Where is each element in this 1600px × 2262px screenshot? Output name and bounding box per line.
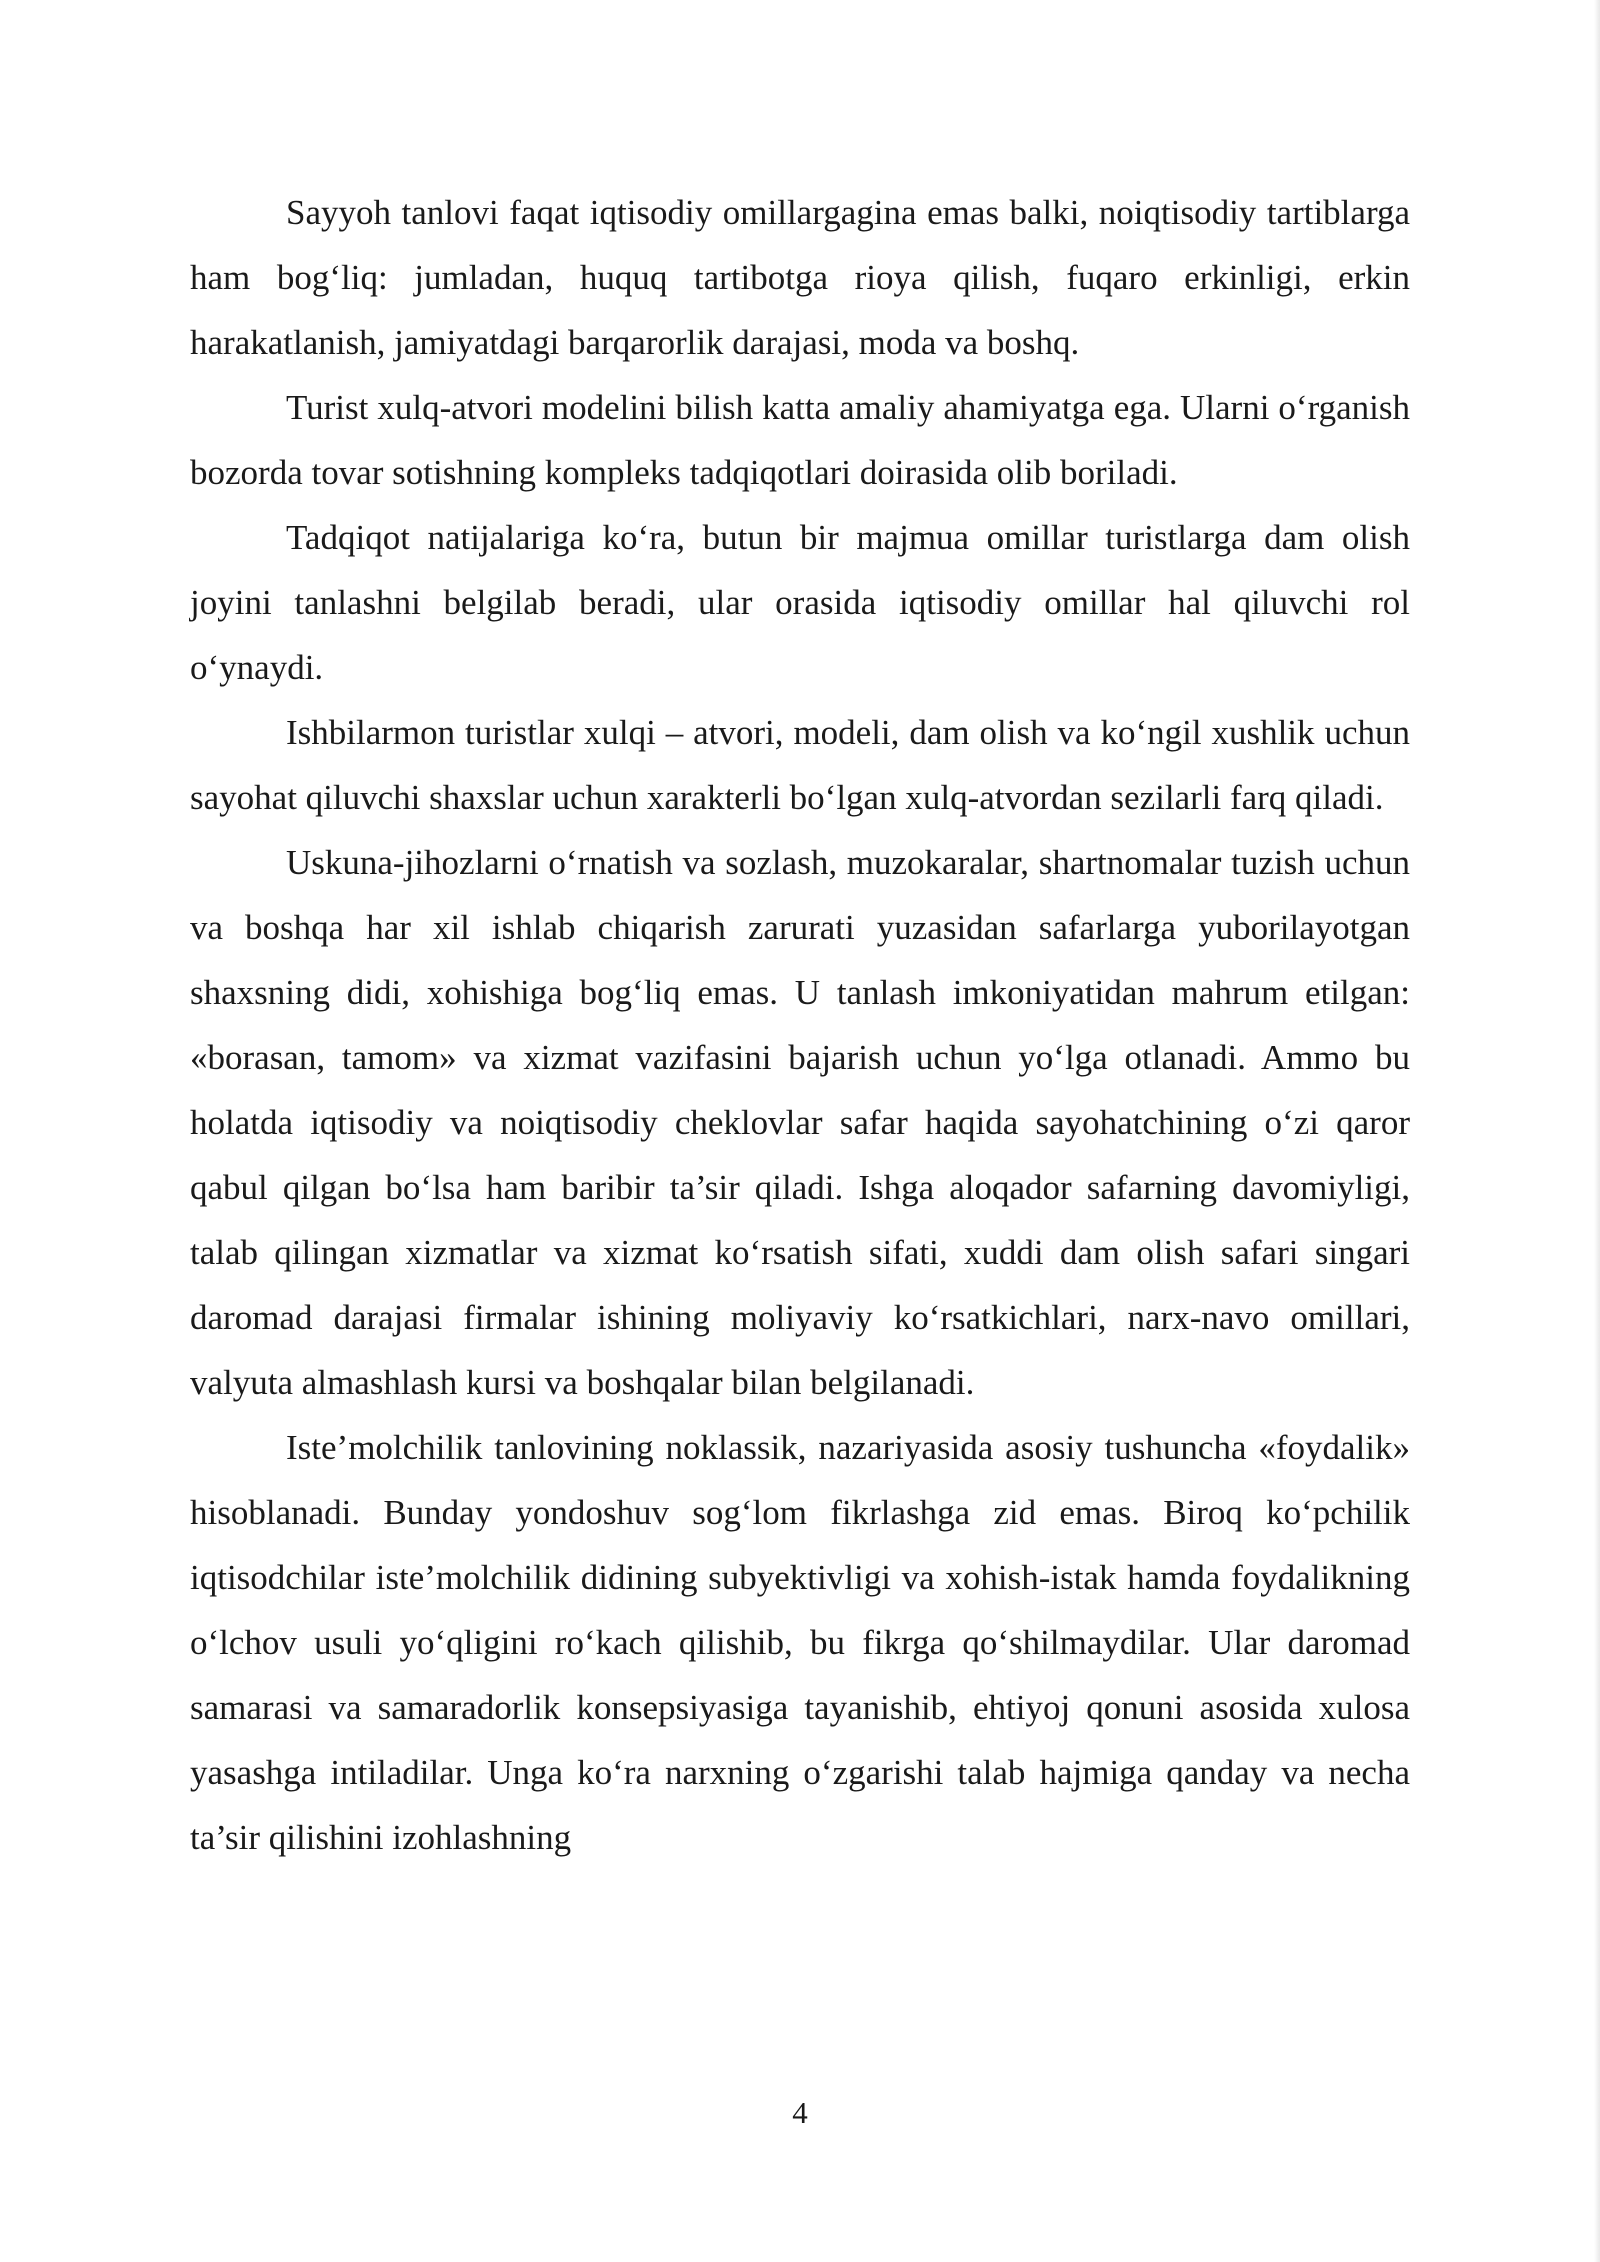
body-text [190,180,1410,1870]
page-number: 4 [792,2095,808,2130]
paragraph-3: Tadqiqot natijalariga ko‘ra, butun bir majmua omillar turistlarga dam olish joyini tanlashni belgilab beradi, ular orasida iqtisodiy omillar hal qiluvchi rol o‘ynaydi. [190,518,1410,687]
paragraph-6: Iste’molchilik tanlovining noklassik, nazariyasida asosiy tushuncha «foydalik» hisoblanadi. Bunday yondoshuv sog‘lom fikrlashga zid emas. Biroq ko‘pchilik iqtisodchilar iste’molchilik didining subyektivligi va xohish-istak hamda foydalikning o‘lchov usuli yo‘qligini ro‘kach qilishib, bu fikrga qo‘shilmaydilar. Ular daromad samarasi va samaradorlik konsepsiyasiga tayanishib, ehtiyoj qonuni asosida xulosa yasashga intiladilar. Unga ko‘ra narxning o‘zgarishi talab hajmiga qanday va necha ta’sir qilishini izohlashning [190,1428,1410,1857]
paragraph-4: Ishbilarmon turistlar xulqi – atvori, modeli, dam olish va ko‘ngil xushlik uchun sayohat qiluvchi shaxslar uchun xarakterli bo‘lgan xulq-atvordan sezilarli farq qiladi. [190,713,1410,817]
paragraph-1: Sayyoh tanlovi faqat iqtisodiy omillargagina emas balki, noiqtisodiy tartiblarga ham bog‘liq: jumladan, huquq tartibotga rioya qilish, fuqaro erkinligi, erkin harakatlanish, jamiyatdagi barqarorlik darajasi, moda va boshq. [190,193,1410,362]
paragraph-5: Uskuna-jihozlarni o‘rnatish va sozlash, muzokaralar, shartnomalar tuzish uchun va boshqa har xil ishlab chiqarish zarurati yuzasidan safarlarga yuborilayotgan shaxsning didi, xohishiga bog‘liq emas. U tanlash imkoniyatidan mahrum etilgan: «borasan, tamom» va xizmat vazifasini bajarish uchun yo‘lga otlanadi. Ammo bu holatda iqtisodiy va noiqtisodiy cheklovlar safar haqida sayohatchining o‘zi qaror qabul qilgan bo‘lsa ham baribir ta’sir qiladi. Ishga aloqador safarning davomiyligi, talab qilingan xizmatlar va xizmat ko‘rsatish sifati, xuddi dam olish safari singari daromad darajasi firmalar ishining moliyaviy ko‘rsatkichlari, narx-navo omillari, valyuta almashlash kursi va boshqalar bilan belgilanadi. [190,843,1410,1402]
paragraph-2: Turist xulq-atvori modelini bilish katta amaliy ahamiyatga ega. Ularni o‘rganish bozorda tovar sotishning kompleks tadqiqotlari doirasida olib boriladi. [190,388,1410,492]
page-edge-shadow [1594,0,1600,2262]
